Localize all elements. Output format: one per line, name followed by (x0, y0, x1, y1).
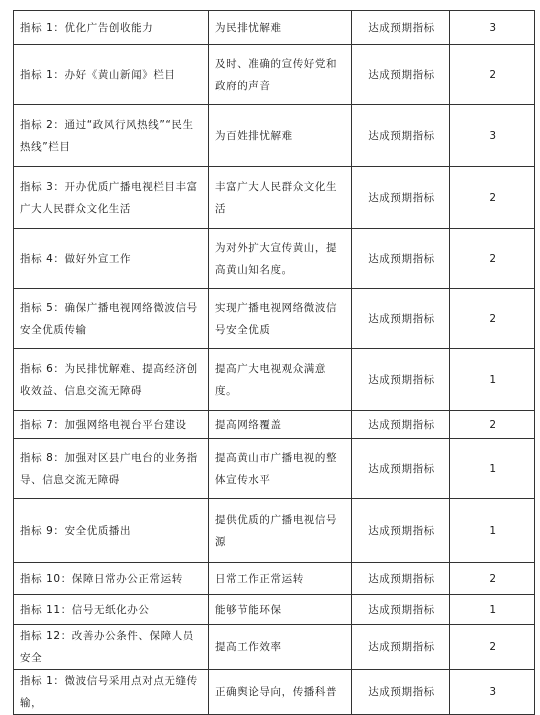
status-cell: 达成预期指标 (352, 595, 450, 625)
score-cell: 2 (450, 625, 535, 670)
goal-cell: 提供优质的广播电视信号源 (209, 499, 352, 563)
status-cell: 达成预期指标 (352, 289, 450, 349)
indicator-table (13, 10, 535, 715)
score-cell: 2 (450, 289, 535, 349)
table-row (14, 670, 535, 715)
table-row (14, 563, 535, 595)
table-row (14, 45, 535, 105)
table-row (14, 595, 535, 625)
table-row (14, 105, 535, 167)
score-cell: 3 (450, 670, 535, 715)
score-cell: 3 (450, 11, 535, 45)
goal-cell: 丰富广大人民群众文化生活 (209, 167, 352, 229)
score-cell: 2 (450, 45, 535, 105)
goal-cell: 正确舆论导向，传播科普 (209, 670, 352, 715)
table-row (14, 349, 535, 411)
score-cell: 2 (450, 167, 535, 229)
status-cell: 达成预期指标 (352, 105, 450, 167)
status-cell: 达成预期指标 (352, 167, 450, 229)
status-cell: 达成预期指标 (352, 499, 450, 563)
indicator-cell: 指标 2：通过“政风行风热线”“民生热线”栏目 (14, 105, 209, 167)
indicator-cell: 指标 1：微波信号采用点对点无缝传输， (14, 670, 209, 715)
goal-cell: 提高黄山市广播电视的整体宣传水平 (209, 439, 352, 499)
goal-cell: 及时、准确的宣传好党和政府的声音 (209, 45, 352, 105)
score-cell: 3 (450, 105, 535, 167)
table-row (14, 625, 535, 670)
goal-cell: 日常工作正常运转 (209, 563, 352, 595)
table-row (14, 11, 535, 45)
goal-cell: 为对外扩大宣传黄山，提高黄山知名度。 (209, 229, 352, 289)
status-cell: 达成预期指标 (352, 45, 450, 105)
indicator-cell: 指标 3：开办优质广播电视栏目丰富广大人民群众文化生活 (14, 167, 209, 229)
indicator-cell: 指标 10：保障日常办公正常运转 (14, 563, 209, 595)
score-cell: 2 (450, 563, 535, 595)
table-row (14, 439, 535, 499)
indicator-cell: 指标 12：改善办公条件、保障人员安全 (14, 625, 209, 670)
status-cell: 达成预期指标 (352, 229, 450, 289)
status-cell: 达成预期指标 (352, 349, 450, 411)
status-cell: 达成预期指标 (352, 439, 450, 499)
score-cell: 2 (450, 229, 535, 289)
status-cell: 达成预期指标 (352, 670, 450, 715)
table-row (14, 499, 535, 563)
table-row (14, 229, 535, 289)
score-cell: 1 (450, 595, 535, 625)
goal-cell: 为百姓排忧解难 (209, 105, 352, 167)
indicator-cell: 指标 1：办好《黄山新闻》栏目 (14, 45, 209, 105)
indicator-cell: 指标 9：安全优质播出 (14, 499, 209, 563)
indicator-cell: 指标 4：做好外宣工作 (14, 229, 209, 289)
goal-cell: 能够节能环保 (209, 595, 352, 625)
indicator-cell: 指标 1：优化广告创收能力 (14, 11, 209, 45)
indicator-cell: 指标 6：为民排忧解难、提高经济创收效益、信息交流无障碍 (14, 349, 209, 411)
status-cell: 达成预期指标 (352, 625, 450, 670)
score-cell: 1 (450, 349, 535, 411)
indicator-cell: 指标 5：确保广播电视网络微波信号安全优质传输 (14, 289, 209, 349)
goal-cell: 为民排忧解难 (209, 11, 352, 45)
status-cell: 达成预期指标 (352, 11, 450, 45)
indicator-cell: 指标 8：加强对区县广电台的业务指导、信息交流无障碍 (14, 439, 209, 499)
indicator-cell: 指标 11：信号无纸化办公 (14, 595, 209, 625)
table-row (14, 289, 535, 349)
score-cell: 1 (450, 439, 535, 499)
goal-cell: 实现广播电视网络微波信号安全优质 (209, 289, 352, 349)
goal-cell: 提高广大电视观众满意度。 (209, 349, 352, 411)
table-row (14, 167, 535, 229)
table-row (14, 411, 535, 439)
status-cell: 达成预期指标 (352, 563, 450, 595)
goal-cell: 提高工作效率 (209, 625, 352, 670)
indicator-cell: 指标 7：加强网络电视台平台建设 (14, 411, 209, 439)
goal-cell: 提高网络覆盖 (209, 411, 352, 439)
score-cell: 1 (450, 499, 535, 563)
score-cell: 2 (450, 411, 535, 439)
status-cell: 达成预期指标 (352, 411, 450, 439)
